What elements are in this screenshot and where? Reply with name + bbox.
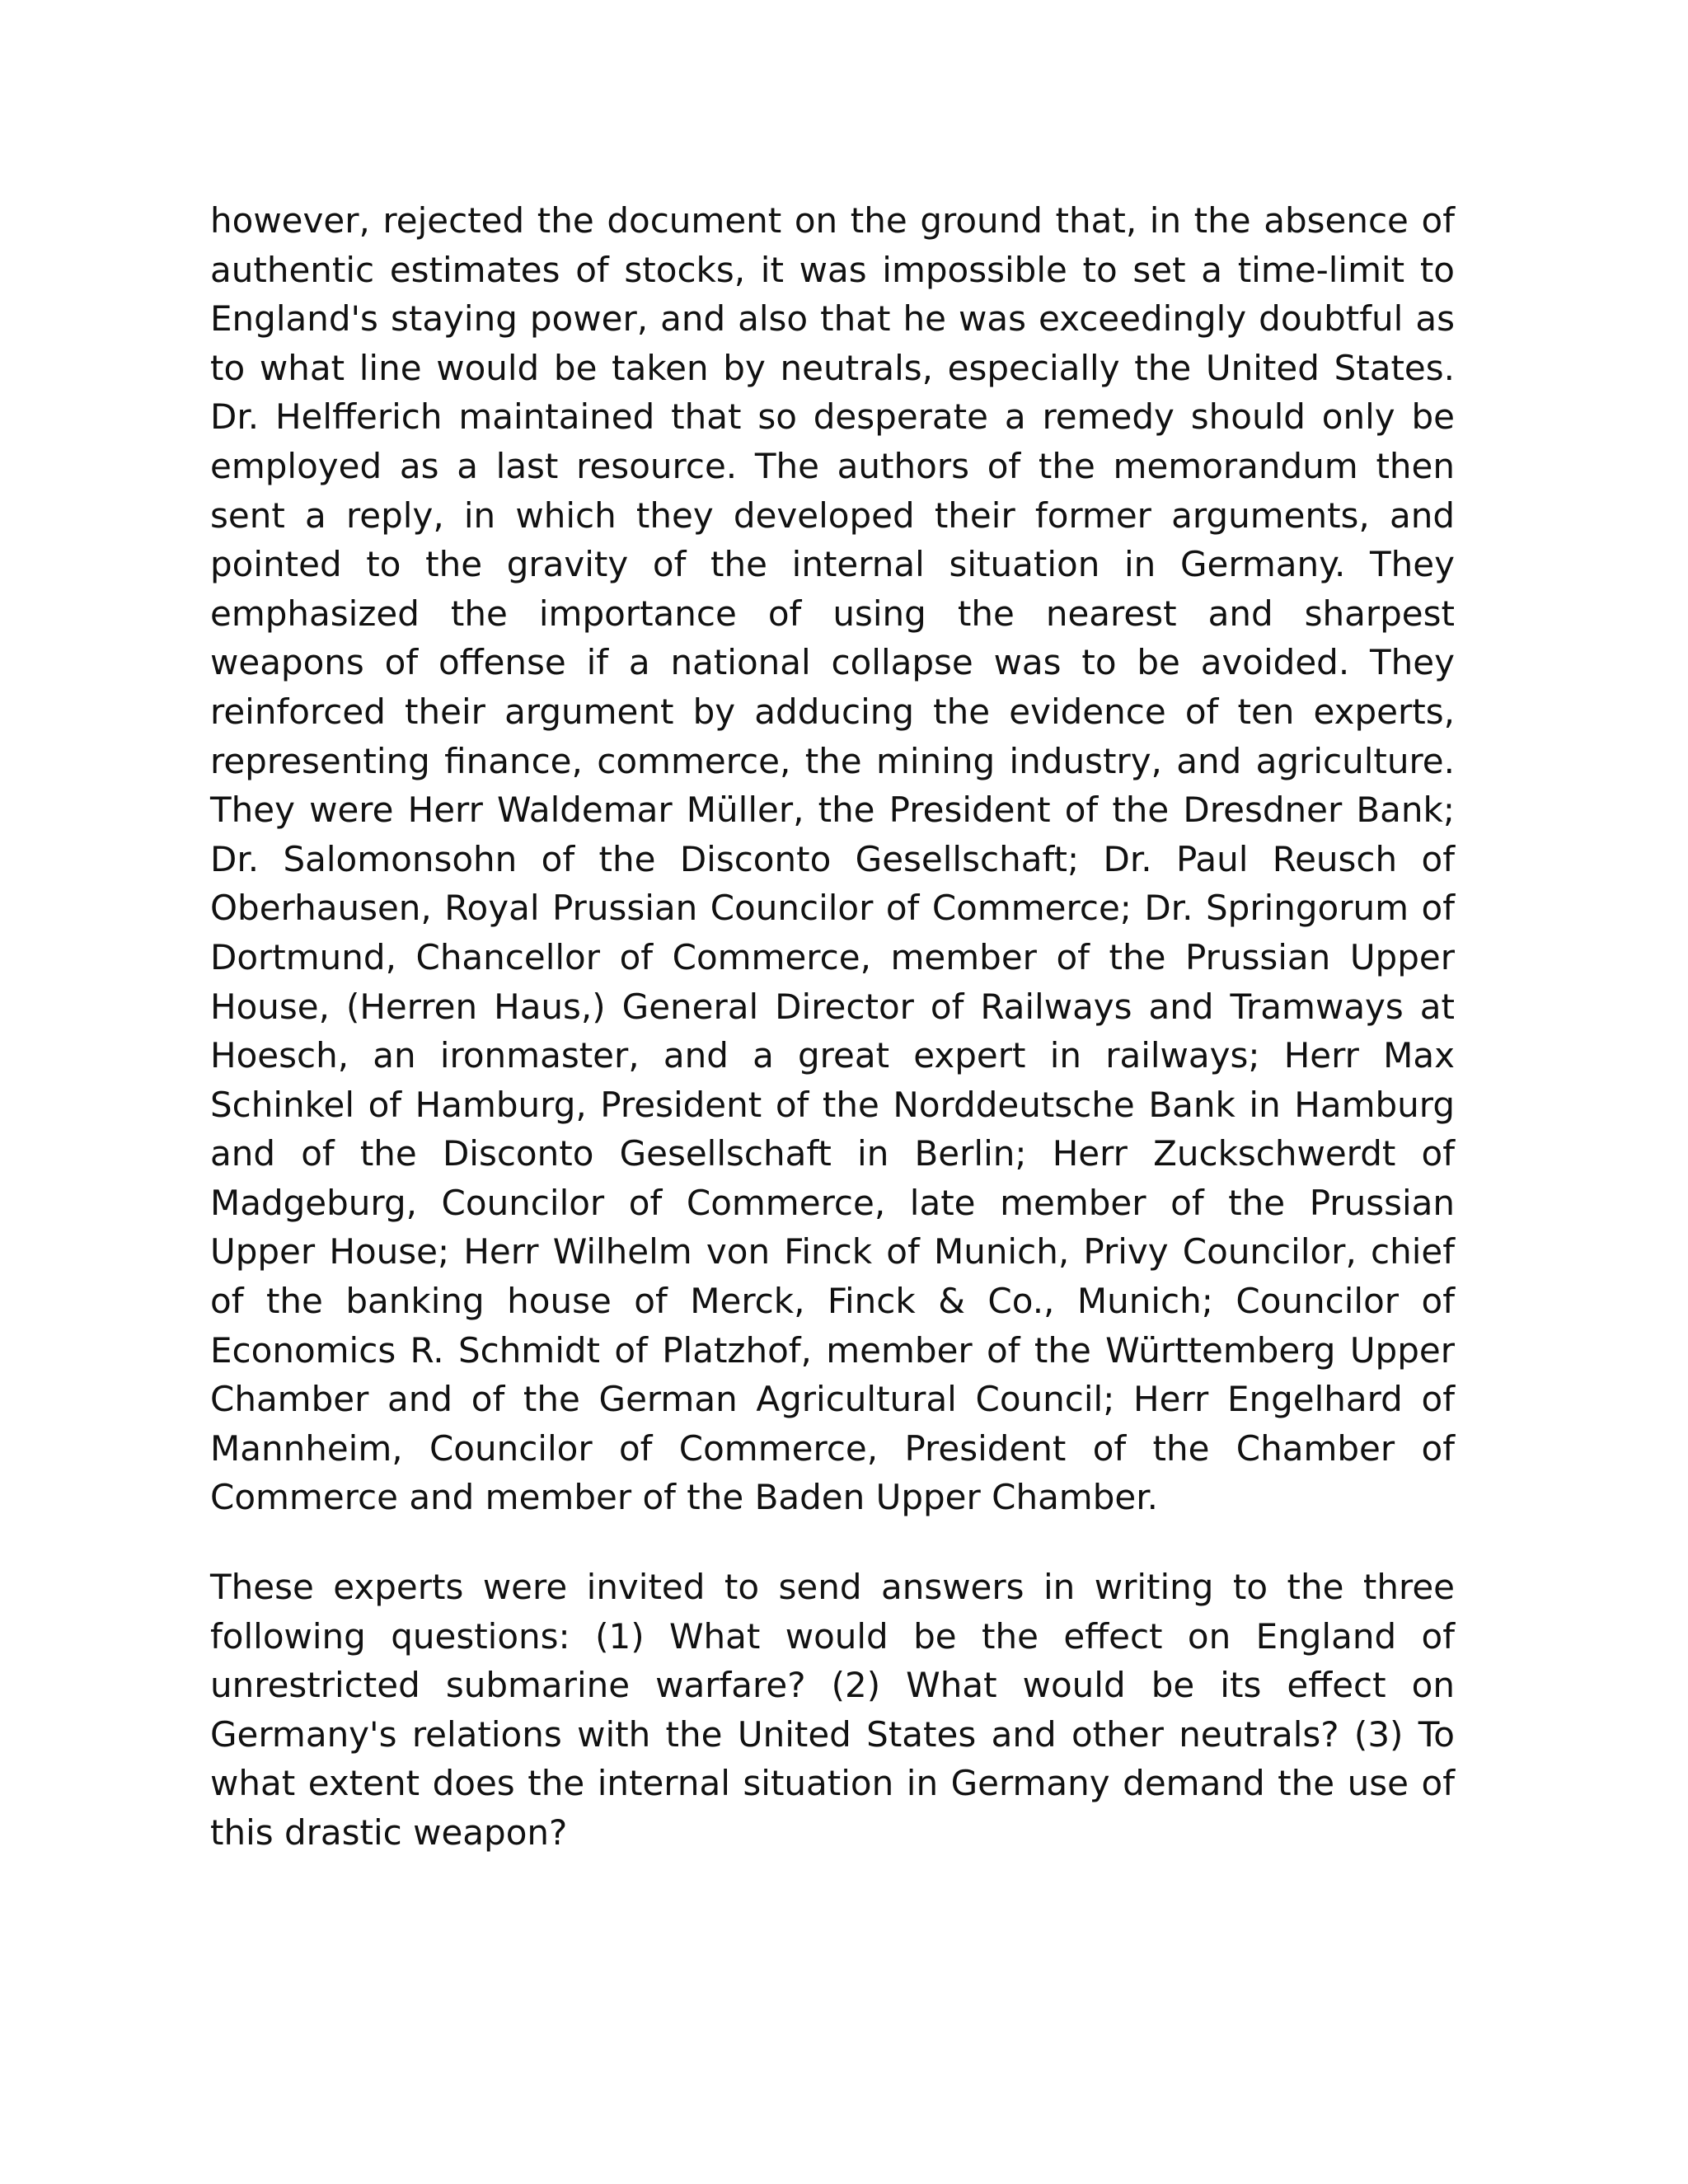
paragraph-2: These experts were invited to send answers in writing to the three following questions: (1) What would be the effect on England of unrestricted submarine warfare? (2) What would be its effect on Germany's relations with the United States and other neutrals? (3) To what extent does the internal situation in Germany demand the use of this drastic weapon?	[210, 1567, 1455, 1853]
body-text	[210, 196, 1455, 1858]
paragraph-1: however, rejected the document on the ground that, in the absence of authentic estimates of stocks, it was impossible to set a time-limit to England's staying power, and also that he was exceedingly doubtful as to what line would be taken by neutrals, especially the United States. Dr. Helfferich maintained that so desperate a remedy should only be employed as a last resource. The authors of the memorandum then sent a reply, in which they developed their former arguments, and pointed to the gravity of the internal situation in Germany. They emphasized the importance of using the nearest and sharpest weapons of offense if a national collapse was to be avoided. They reinforced their argument by adducing the evidence of ten experts, representing finance, commerce, the mining industry, and agriculture. They were Herr Waldemar Müller, the President of the Dresdner Bank; Dr. Salomonsohn of the Disconto Gesellschaft; Dr. Paul Reusch of Oberhausen, Royal Prussian Councilor of Commerce; Dr. Springorum of Dortmund, Chancellor of Commerce, member of the Prussian Upper House, (Herren Haus,) General Director of Railways and Tramways at Hoesch, an ironmaster, and a great expert in railways; Herr Max Schinkel of Hamburg, President of the Norddeutsche Bank in Hamburg and of the Disconto Gesellschaft in Berlin; Herr Zuckschwerdt of Madgeburg, Councilor of Commerce, late member of the Prussian Upper House; Herr Wilhelm von Finck of Munich, Privy Councilor, chief of the banking house of Merck, Finck & Co., Munich; Councilor of Economics R. Schmidt of Platzhof, member of the Württemberg Upper Chamber and of the German Agricultural Council; Herr Engelhard of Mannheim, Councilor of Commerce, President of the Chamber of Commerce and member of the Baden Upper Chamber.	[210, 200, 1455, 1518]
